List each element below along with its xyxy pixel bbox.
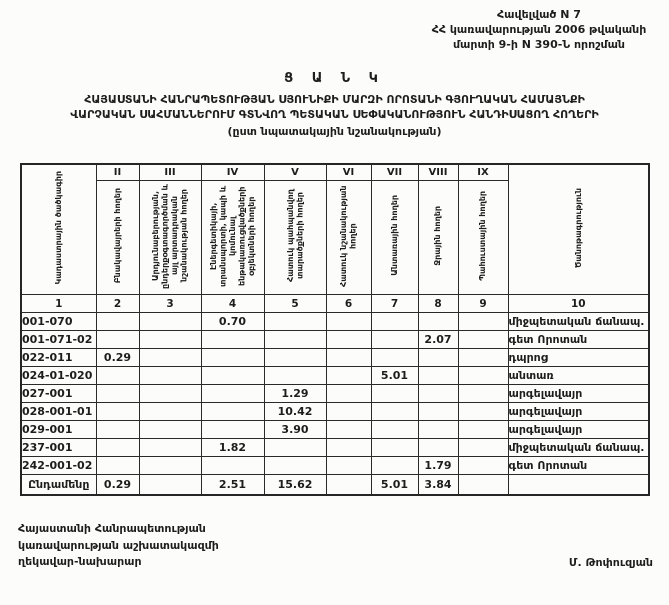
roman-numeral: IX — [458, 164, 508, 181]
table-row — [21, 385, 649, 403]
appendix-block — [421, 8, 657, 53]
value-cell — [326, 331, 371, 349]
col-header-label: Անտառային հողեր — [389, 195, 399, 276]
value-cell: 0.70 — [201, 313, 264, 331]
value-cell — [139, 403, 201, 421]
document-subtitle-line3: (ըստ նպատակային նշանակության) — [227, 125, 442, 138]
cadastral-code-cell: 027-001 — [21, 385, 96, 403]
total-label: Ընդամենը — [21, 475, 96, 496]
note-cell: անտառ — [508, 367, 649, 385]
value-cell — [371, 403, 418, 421]
col-header-label: Պահուստային հողեր — [478, 190, 488, 281]
value-cell — [139, 349, 201, 367]
roman-numeral: V — [264, 164, 326, 181]
value-cell — [458, 349, 508, 367]
total-row — [21, 475, 649, 496]
value-cell — [96, 331, 139, 349]
table-row — [21, 403, 649, 421]
value-cell — [139, 385, 201, 403]
value-cell — [326, 367, 371, 385]
value-cell — [264, 457, 326, 475]
value-cell: 1.29 — [264, 385, 326, 403]
value-cell — [371, 313, 418, 331]
value-cell — [418, 367, 458, 385]
table-row — [21, 367, 649, 385]
roman-numeral: III — [139, 164, 201, 181]
value-cell — [139, 367, 201, 385]
value-cell: 10.42 — [264, 403, 326, 421]
roman-numeral: II — [96, 164, 139, 181]
appendix-line: ՀՀ կառավարության 2006 թվականի — [431, 22, 647, 36]
value-cell — [371, 331, 418, 349]
note-cell: գետ Որոտան — [508, 457, 649, 475]
value-cell — [96, 385, 139, 403]
value-cell — [264, 439, 326, 457]
value-cell — [201, 403, 264, 421]
col-header-protected-areas-lands — [264, 181, 326, 295]
col-header-forest-lands — [371, 181, 418, 295]
value-cell: 3.90 — [264, 421, 326, 439]
cadastral-code-cell: 001-070 — [21, 313, 96, 331]
value-cell — [139, 457, 201, 475]
column-number-row — [21, 295, 649, 313]
value-cell — [458, 367, 508, 385]
value-cell — [96, 367, 139, 385]
value-cell — [326, 349, 371, 367]
note-cell: արգելավայր — [508, 421, 649, 439]
cadastral-code-cell: 024-01-020 — [21, 367, 96, 385]
document-subtitle-line1: ՀԱՅԱՍՏԱՆԻ ՀԱՆՐԱՊԵՏՈՒԹՅԱՆ ՍՅՈՒՆԻՔԻ ՄԱՐԶԻ ՈՐՈՏԱՆԻ ԳՅՈՒՂԱԿԱՆ ՀԱՄԱՅՆՔԻ — [84, 93, 585, 106]
value-cell — [418, 313, 458, 331]
value-cell: 2.07 — [418, 331, 458, 349]
value-cell: 0.29 — [96, 349, 139, 367]
value-cell — [201, 385, 264, 403]
roman-numeral-row — [21, 164, 649, 181]
value-cell — [458, 421, 508, 439]
col-header-label: Հատուկ պահպանվող տարածքների հողեր — [285, 189, 304, 282]
value-cell — [458, 331, 508, 349]
total-value-cell: 2.51 — [201, 475, 264, 496]
total-value-cell — [139, 475, 201, 496]
column-number: 8 — [418, 295, 458, 313]
value-cell — [371, 385, 418, 403]
cadastral-code-cell: 022-011 — [21, 349, 96, 367]
value-cell — [96, 403, 139, 421]
column-number: 10 — [508, 295, 649, 313]
value-cell — [264, 349, 326, 367]
col-header-industrial-lands — [139, 181, 201, 295]
value-cell — [458, 439, 508, 457]
col-header-cadastral-code — [21, 164, 96, 295]
value-cell — [201, 331, 264, 349]
column-number: 5 — [264, 295, 326, 313]
table-row — [21, 349, 649, 367]
roman-numeral: VII — [371, 164, 418, 181]
value-cell — [201, 457, 264, 475]
value-cell: 5.01 — [371, 367, 418, 385]
value-cell — [139, 421, 201, 439]
table-row — [21, 331, 649, 349]
col-header-water-lands — [418, 181, 458, 295]
note-cell: արգելավայր — [508, 403, 649, 421]
value-cell — [458, 403, 508, 421]
value-cell — [418, 349, 458, 367]
value-cell — [326, 457, 371, 475]
value-cell — [96, 421, 139, 439]
value-cell — [326, 313, 371, 331]
column-number: 1 — [21, 295, 96, 313]
col-header-special-purpose-lands — [326, 181, 371, 295]
roman-numeral: VI — [326, 164, 371, 181]
note-cell: միջպետական ճանապ. — [508, 439, 649, 457]
value-cell — [458, 313, 508, 331]
value-cell — [96, 457, 139, 475]
total-value-cell: 5.01 — [371, 475, 418, 496]
cadastral-code-cell: 028-001-01 — [21, 403, 96, 421]
land-parcels-table — [20, 163, 650, 496]
value-cell: 1.82 — [201, 439, 264, 457]
column-number: 4 — [201, 295, 264, 313]
value-cell — [371, 421, 418, 439]
value-cell — [201, 421, 264, 439]
value-cell — [139, 439, 201, 457]
value-cell — [418, 385, 458, 403]
total-value-cell: 0.29 — [96, 475, 139, 496]
note-cell: գետ Որոտան — [508, 331, 649, 349]
value-cell — [264, 367, 326, 385]
value-cell — [371, 457, 418, 475]
column-number: 3 — [139, 295, 201, 313]
col-header-label: Ծանոթագրություն — [573, 187, 583, 269]
value-cell — [326, 439, 371, 457]
value-cell — [139, 313, 201, 331]
value-cell — [371, 439, 418, 457]
column-number: 2 — [96, 295, 139, 313]
roman-numeral: VIII — [418, 164, 458, 181]
note-cell: միջպետական ճանապ. — [508, 313, 649, 331]
value-cell — [458, 457, 508, 475]
total-value-cell — [458, 475, 508, 496]
appendix-line: Հավելված N 7 — [497, 8, 581, 21]
value-cell: 1.79 — [418, 457, 458, 475]
col-header-label: Հատուկ նշանակության հողեր — [339, 184, 358, 287]
col-header-label: Ջրային հողեր — [433, 205, 443, 266]
appendix-line: մարտի 9-ի N 390-Ն որոշման — [452, 37, 626, 51]
value-cell — [201, 349, 264, 367]
column-number: 9 — [458, 295, 508, 313]
col-header-settlement-lands — [96, 181, 139, 295]
value-cell — [418, 403, 458, 421]
table-row — [21, 313, 649, 331]
table-row — [21, 457, 649, 475]
signatory-title-block — [18, 521, 219, 571]
signatory-name: Մ. Թոփուզյան — [568, 556, 653, 569]
col-header-notes — [508, 164, 649, 295]
cadastral-code-cell: 001-071-02 — [21, 331, 96, 349]
document-title: Ց Ա Ն Կ — [284, 71, 385, 86]
value-cell — [139, 331, 201, 349]
note-cell: դպրոց — [508, 349, 649, 367]
col-header-label: Էներգետիկայի, տրանսպորտի, կապի և կոմունալ ենթակառուցվածքների օբյեկտների հողեր — [208, 184, 256, 287]
col-header-label: Բնակավայրերի հողեր — [112, 187, 122, 284]
value-cell — [326, 385, 371, 403]
signatory-title-line: կառավարության աշխատակազմի — [18, 538, 219, 552]
total-value-cell: 15.62 — [264, 475, 326, 496]
document-subtitle-line2: ՎԱՐՉԱԿԱՆ ՍԱՀՄԱՆՆԵՐՈՒՄ ԳՏՆՎՈՂ ՊԵՏԱԿԱՆ ՍԵՓԱԿԱՆՈՒԹՅՈՒՆ ՀԱՆԴԻՍԱՑՈՂ ՀՈՂԵՐԻ — [70, 108, 599, 121]
value-cell — [458, 385, 508, 403]
value-cell — [418, 439, 458, 457]
value-cell — [201, 367, 264, 385]
value-cell — [371, 349, 418, 367]
cadastral-code-cell: 029-001 — [21, 421, 96, 439]
total-value-cell — [326, 475, 371, 496]
signatory-title-line: ղեկավար-նախարար — [18, 555, 142, 568]
cadastral-code-cell: 242-001-02 — [21, 457, 96, 475]
col-header-label: Արդյունաբերության, ընդերքօգտագործման և այլ արտադրական նշանակության հողեր — [151, 182, 189, 289]
col-header-reserve-lands — [458, 181, 508, 295]
value-cell — [326, 421, 371, 439]
col-header-label: Կադաստրային ծածկագիր — [54, 171, 64, 285]
signatory-title-line: Հայաստանի Հանրապետության — [18, 522, 206, 535]
cadastral-code-cell: 237-001 — [21, 439, 96, 457]
value-cell — [264, 313, 326, 331]
column-number: 6 — [326, 295, 371, 313]
value-cell — [264, 331, 326, 349]
note-cell: արգելավայր — [508, 385, 649, 403]
column-number: 7 — [371, 295, 418, 313]
value-cell — [96, 313, 139, 331]
col-header-energy-transport-lands — [201, 181, 264, 295]
value-cell — [418, 421, 458, 439]
total-note-cell — [508, 475, 649, 496]
table-row — [21, 421, 649, 439]
value-cell — [326, 403, 371, 421]
table-row — [21, 439, 649, 457]
roman-numeral: IV — [201, 164, 264, 181]
value-cell — [96, 439, 139, 457]
total-value-cell: 3.84 — [418, 475, 458, 496]
